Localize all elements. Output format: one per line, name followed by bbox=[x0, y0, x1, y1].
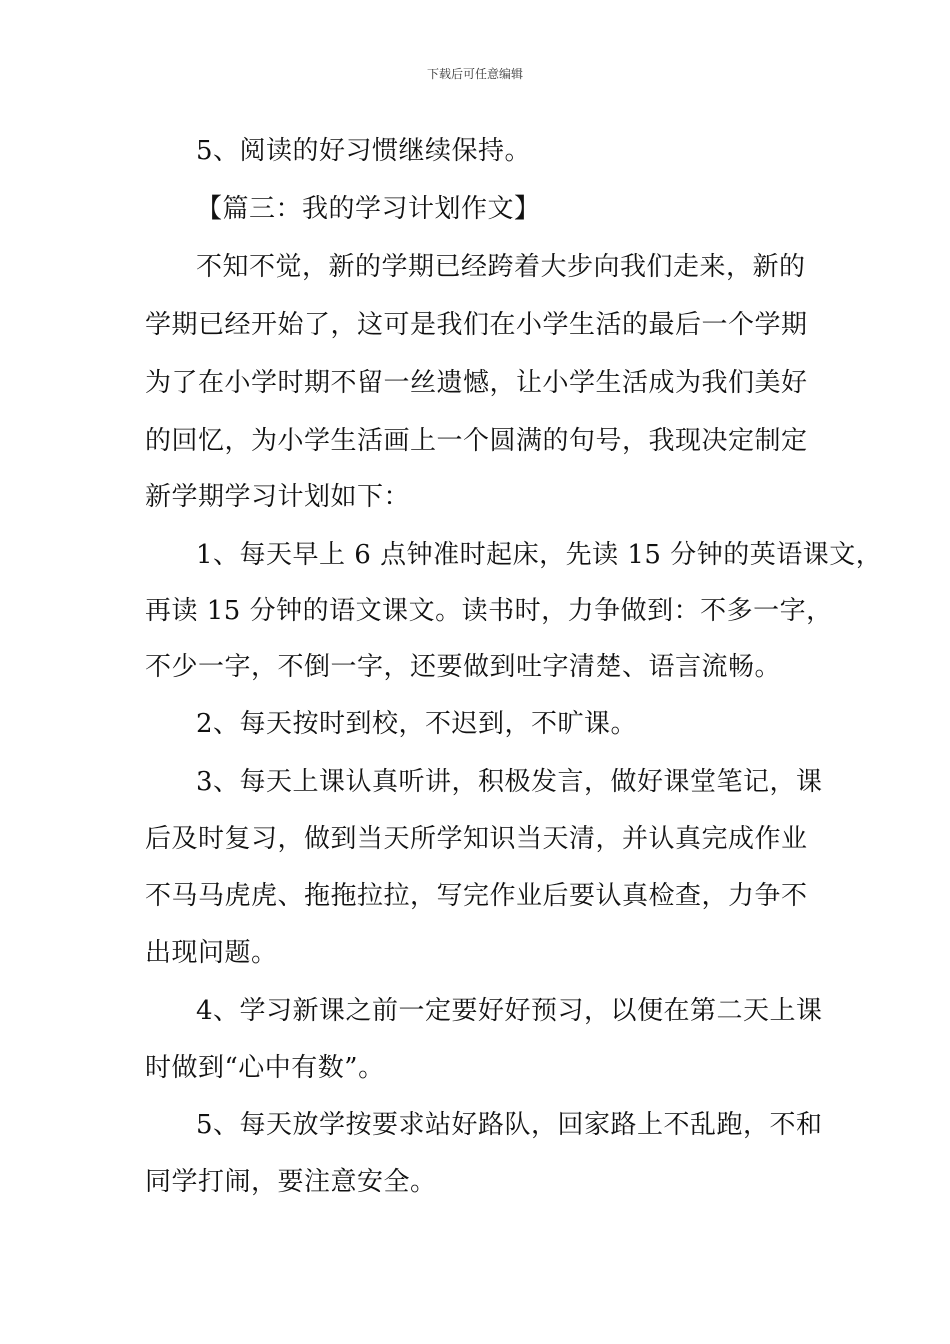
text-line: 为了在小学时期不留一丝遗憾，让小学生活成为我们美好 bbox=[145, 368, 808, 398]
text-line: 后及时复习，做到当天所学知识当天清，并认真完成作业 bbox=[145, 824, 808, 854]
page-header: 下载后可任意编辑 bbox=[426, 67, 523, 81]
text-line: 学期已经开始了，这可是我们在小学生活的最后一个学期 bbox=[145, 310, 808, 340]
section-heading: 【篇三：我的学习计划作文】 bbox=[196, 194, 541, 224]
text-line: 再读 15 分钟的语文课文。读书时，力争做到：不多一字， bbox=[145, 596, 833, 626]
text-line: 不知不觉，新的学期已经跨着大步向我们走来，新的 bbox=[196, 252, 806, 282]
text-line: 5、阅读的好习惯继续保持。 bbox=[196, 136, 532, 166]
text-line: 3、每天上课认真听讲，积极发言，做好课堂笔记，课 bbox=[196, 767, 823, 797]
text-line: 时做到“心中有数”。 bbox=[145, 1053, 385, 1083]
text-line: 的回忆，为小学生活画上一个圆满的句号，我现决定制定 bbox=[145, 426, 808, 456]
text-line: 1、每天早上 6 点钟准时起床，先读 15 分钟的英语课文， bbox=[196, 540, 883, 570]
text-line: 5、每天放学按要求站好路队，回家路上不乱跑，不和 bbox=[196, 1110, 823, 1140]
text-line: 不少一字，不倒一字，还要做到吐字清楚、语言流畅。 bbox=[145, 652, 782, 682]
text-line: 2、每天按时到校，不迟到，不旷课。 bbox=[196, 709, 638, 739]
text-line: 同学打闹，要注意安全。 bbox=[145, 1167, 437, 1197]
text-line: 不马马虎虎、拖拖拉拉，写完作业后要认真检查，力争不 bbox=[145, 881, 808, 911]
text-line: 4、学习新课之前一定要好好预习，以便在第二天上课 bbox=[196, 996, 823, 1026]
text-line: 新学期学习计划如下： bbox=[145, 482, 411, 512]
text-line: 出现问题。 bbox=[145, 938, 278, 968]
